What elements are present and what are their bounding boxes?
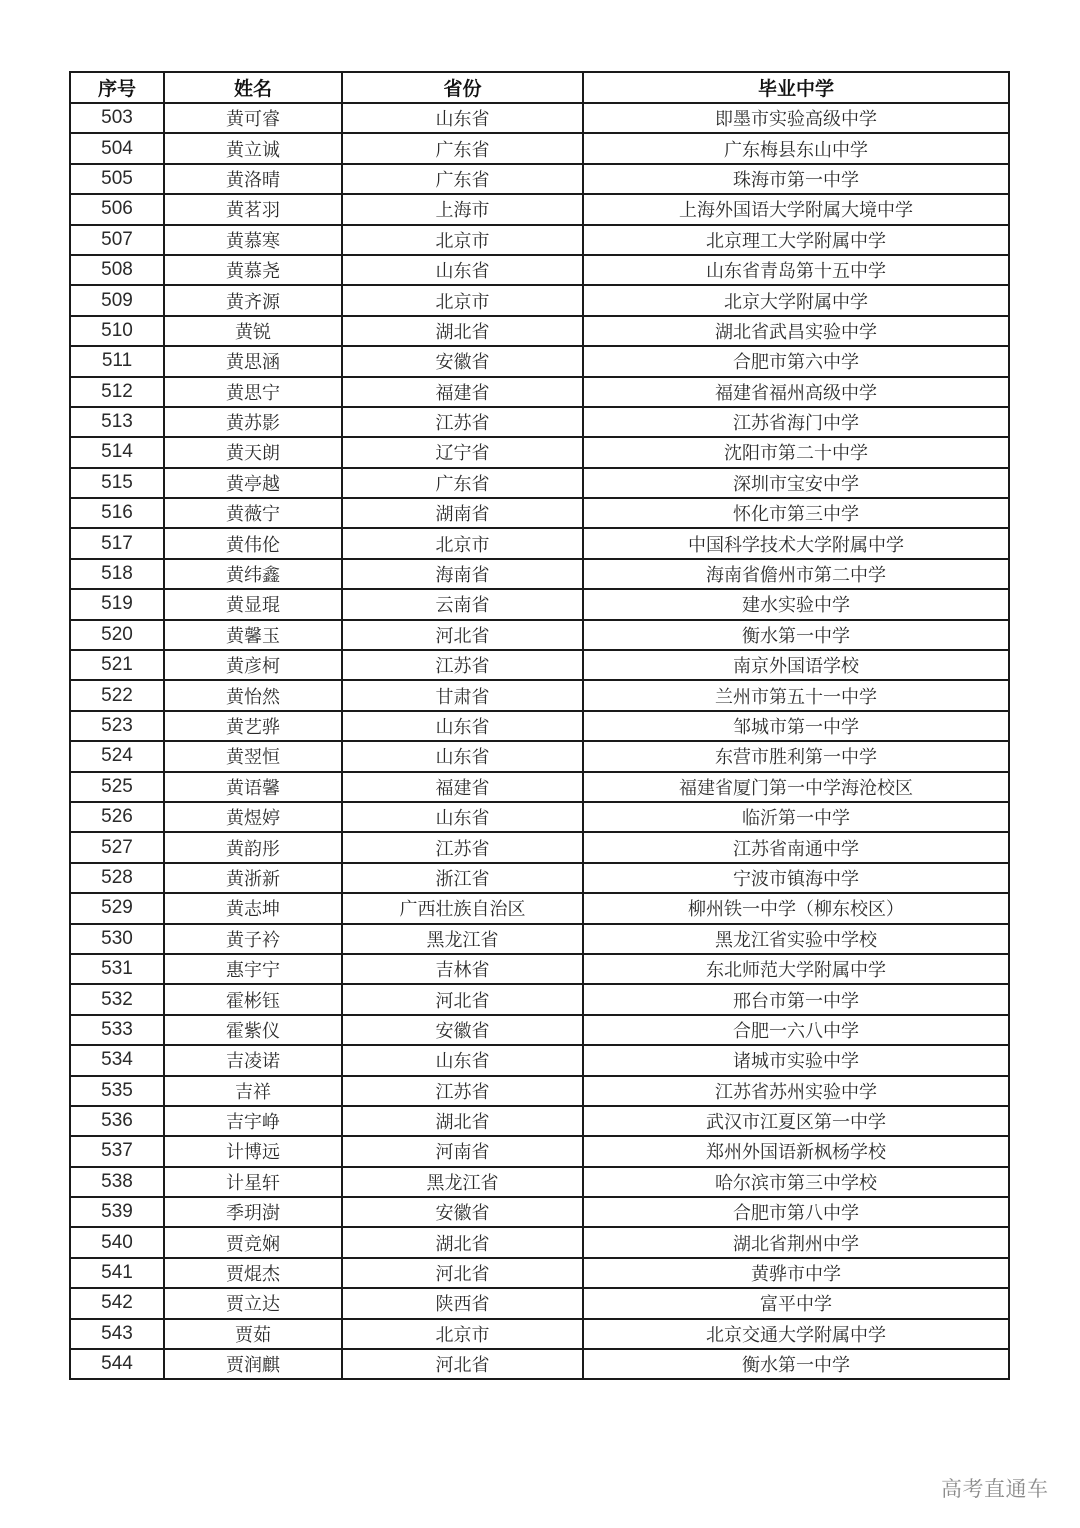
cell-school: 江苏省南通中学 bbox=[583, 832, 1009, 862]
table-row bbox=[70, 1045, 1009, 1075]
cell-school: 中国科学技术大学附属中学 bbox=[583, 528, 1009, 558]
cell-province: 黑龙江省 bbox=[342, 1167, 583, 1197]
cell-school: 武汉市江夏区第一中学 bbox=[583, 1106, 1009, 1136]
cell-school: 福建省福州高级中学 bbox=[583, 377, 1009, 407]
cell-school: 哈尔滨市第三中学校 bbox=[583, 1167, 1009, 1197]
cell-name: 黄显琨 bbox=[164, 589, 342, 619]
cell-index: 512 bbox=[70, 377, 164, 407]
cell-name: 黄慕寒 bbox=[164, 225, 342, 255]
cell-name: 黄语馨 bbox=[164, 772, 342, 802]
table-row bbox=[70, 1076, 1009, 1106]
cell-province: 辽宁省 bbox=[342, 437, 583, 467]
table-row bbox=[70, 1167, 1009, 1197]
table-row bbox=[70, 1197, 1009, 1227]
cell-index: 522 bbox=[70, 680, 164, 710]
cell-index: 527 bbox=[70, 832, 164, 862]
cell-name: 黄浙新 bbox=[164, 863, 342, 893]
cell-name: 计星轩 bbox=[164, 1167, 342, 1197]
cell-province: 上海市 bbox=[342, 194, 583, 224]
cell-name: 吉凌诺 bbox=[164, 1045, 342, 1075]
cell-name: 黄韵彤 bbox=[164, 832, 342, 862]
cell-province: 河南省 bbox=[342, 1136, 583, 1166]
table-row bbox=[70, 1227, 1009, 1257]
cell-name: 黄茗羽 bbox=[164, 194, 342, 224]
cell-province: 山东省 bbox=[342, 1045, 583, 1075]
cell-index: 507 bbox=[70, 225, 164, 255]
cell-province: 江苏省 bbox=[342, 650, 583, 680]
cell-name: 贾润麒 bbox=[164, 1349, 342, 1379]
cell-index: 541 bbox=[70, 1258, 164, 1288]
cell-name: 黄思宁 bbox=[164, 377, 342, 407]
cell-school: 临沂第一中学 bbox=[583, 802, 1009, 832]
cell-index: 509 bbox=[70, 285, 164, 315]
cell-index: 539 bbox=[70, 1197, 164, 1227]
table-row bbox=[70, 346, 1009, 376]
cell-name: 黄天朗 bbox=[164, 437, 342, 467]
cell-school: 湖北省武昌实验中学 bbox=[583, 316, 1009, 346]
cell-school: 柳州铁一中学（柳东校区） bbox=[583, 893, 1009, 923]
header-school: 毕业中学 bbox=[583, 72, 1009, 103]
table-row bbox=[70, 316, 1009, 346]
table-row bbox=[70, 954, 1009, 984]
cell-index: 520 bbox=[70, 620, 164, 650]
cell-school: 湖北省荆州中学 bbox=[583, 1227, 1009, 1257]
cell-school: 怀化市第三中学 bbox=[583, 498, 1009, 528]
table-row bbox=[70, 1288, 1009, 1318]
table-row bbox=[70, 164, 1009, 194]
cell-index: 533 bbox=[70, 1015, 164, 1045]
cell-name: 计博远 bbox=[164, 1136, 342, 1166]
table-row bbox=[70, 407, 1009, 437]
cell-school: 广东梅县东山中学 bbox=[583, 133, 1009, 163]
table-row bbox=[70, 194, 1009, 224]
cell-index: 525 bbox=[70, 772, 164, 802]
table-row bbox=[70, 498, 1009, 528]
cell-name: 贾茹 bbox=[164, 1319, 342, 1349]
cell-school: 珠海市第一中学 bbox=[583, 164, 1009, 194]
cell-index: 540 bbox=[70, 1227, 164, 1257]
cell-province: 福建省 bbox=[342, 377, 583, 407]
cell-index: 530 bbox=[70, 924, 164, 954]
cell-school: 合肥一六八中学 bbox=[583, 1015, 1009, 1045]
table-row bbox=[70, 589, 1009, 619]
cell-province: 安徽省 bbox=[342, 1197, 583, 1227]
cell-province: 河北省 bbox=[342, 620, 583, 650]
cell-school: 北京大学附属中学 bbox=[583, 285, 1009, 315]
cell-province: 浙江省 bbox=[342, 863, 583, 893]
table-row bbox=[70, 924, 1009, 954]
cell-school: 黑龙江省实验中学校 bbox=[583, 924, 1009, 954]
cell-school: 沈阳市第二十中学 bbox=[583, 437, 1009, 467]
header-province: 省份 bbox=[342, 72, 583, 103]
cell-name: 黄立诚 bbox=[164, 133, 342, 163]
cell-index: 519 bbox=[70, 589, 164, 619]
table-row bbox=[70, 984, 1009, 1014]
cell-index: 506 bbox=[70, 194, 164, 224]
cell-name: 贾竞娴 bbox=[164, 1227, 342, 1257]
cell-index: 504 bbox=[70, 133, 164, 163]
cell-name: 黄煜婷 bbox=[164, 802, 342, 832]
table-row bbox=[70, 285, 1009, 315]
cell-province: 山东省 bbox=[342, 741, 583, 771]
cell-school: 兰州市第五十一中学 bbox=[583, 680, 1009, 710]
cell-province: 安徽省 bbox=[342, 1015, 583, 1045]
cell-school: 诸城市实验中学 bbox=[583, 1045, 1009, 1075]
cell-school: 建水实验中学 bbox=[583, 589, 1009, 619]
cell-school: 邹城市第一中学 bbox=[583, 711, 1009, 741]
cell-school: 山东省青岛第十五中学 bbox=[583, 255, 1009, 285]
cell-province: 山东省 bbox=[342, 255, 583, 285]
cell-name: 黄志坤 bbox=[164, 893, 342, 923]
cell-name: 黄亭越 bbox=[164, 468, 342, 498]
cell-province: 湖北省 bbox=[342, 1106, 583, 1136]
cell-school: 合肥市第八中学 bbox=[583, 1197, 1009, 1227]
table-header bbox=[70, 72, 1009, 103]
cell-index: 542 bbox=[70, 1288, 164, 1318]
cell-province: 安徽省 bbox=[342, 346, 583, 376]
cell-province: 广东省 bbox=[342, 133, 583, 163]
cell-province: 河北省 bbox=[342, 1258, 583, 1288]
table-row bbox=[70, 802, 1009, 832]
cell-name: 黄翌恒 bbox=[164, 741, 342, 771]
cell-index: 518 bbox=[70, 559, 164, 589]
table-row bbox=[70, 559, 1009, 589]
table-row bbox=[70, 863, 1009, 893]
table-row bbox=[70, 1349, 1009, 1379]
cell-name: 黄馨玉 bbox=[164, 620, 342, 650]
cell-province: 广西壮族自治区 bbox=[342, 893, 583, 923]
cell-province: 福建省 bbox=[342, 772, 583, 802]
header-index: 序号 bbox=[70, 72, 164, 103]
cell-province: 山东省 bbox=[342, 711, 583, 741]
cell-province: 北京市 bbox=[342, 1319, 583, 1349]
cell-name: 黄苏影 bbox=[164, 407, 342, 437]
cell-school: 深圳市宝安中学 bbox=[583, 468, 1009, 498]
cell-school: 衡水第一中学 bbox=[583, 1349, 1009, 1379]
cell-province: 山东省 bbox=[342, 103, 583, 133]
cell-name: 惠宇宁 bbox=[164, 954, 342, 984]
cell-index: 526 bbox=[70, 802, 164, 832]
table-row bbox=[70, 1319, 1009, 1349]
cell-index: 528 bbox=[70, 863, 164, 893]
table-row bbox=[70, 832, 1009, 862]
table-row bbox=[70, 437, 1009, 467]
cell-school: 北京交通大学附属中学 bbox=[583, 1319, 1009, 1349]
cell-school: 合肥市第六中学 bbox=[583, 346, 1009, 376]
cell-index: 537 bbox=[70, 1136, 164, 1166]
cell-province: 山东省 bbox=[342, 802, 583, 832]
cell-name: 季玥澍 bbox=[164, 1197, 342, 1227]
cell-name: 黄锐 bbox=[164, 316, 342, 346]
table-row bbox=[70, 1106, 1009, 1136]
cell-index: 503 bbox=[70, 103, 164, 133]
cell-name: 黄伟伦 bbox=[164, 528, 342, 558]
cell-school: 富平中学 bbox=[583, 1288, 1009, 1318]
cell-school: 郑州外国语新枫杨学校 bbox=[583, 1136, 1009, 1166]
cell-index: 543 bbox=[70, 1319, 164, 1349]
cell-name: 贾焜杰 bbox=[164, 1258, 342, 1288]
cell-name: 吉祥 bbox=[164, 1076, 342, 1106]
cell-name: 黄思涵 bbox=[164, 346, 342, 376]
cell-index: 531 bbox=[70, 954, 164, 984]
table-row bbox=[70, 255, 1009, 285]
cell-province: 甘肃省 bbox=[342, 680, 583, 710]
cell-name: 黄怡然 bbox=[164, 680, 342, 710]
table-row bbox=[70, 741, 1009, 771]
table-row bbox=[70, 1015, 1009, 1045]
table-row bbox=[70, 711, 1009, 741]
cell-province: 云南省 bbox=[342, 589, 583, 619]
cell-name: 黄纬鑫 bbox=[164, 559, 342, 589]
cell-school: 邢台市第一中学 bbox=[583, 984, 1009, 1014]
cell-index: 536 bbox=[70, 1106, 164, 1136]
cell-province: 吉林省 bbox=[342, 954, 583, 984]
cell-school: 南京外国语学校 bbox=[583, 650, 1009, 680]
cell-index: 521 bbox=[70, 650, 164, 680]
cell-index: 515 bbox=[70, 468, 164, 498]
cell-index: 523 bbox=[70, 711, 164, 741]
cell-name: 黄艺骅 bbox=[164, 711, 342, 741]
cell-index: 524 bbox=[70, 741, 164, 771]
cell-name: 吉宇峥 bbox=[164, 1106, 342, 1136]
cell-province: 河北省 bbox=[342, 984, 583, 1014]
cell-school: 衡水第一中学 bbox=[583, 620, 1009, 650]
cell-index: 508 bbox=[70, 255, 164, 285]
roster-table-container bbox=[69, 71, 1008, 1380]
cell-province: 黑龙江省 bbox=[342, 924, 583, 954]
cell-index: 511 bbox=[70, 346, 164, 376]
cell-province: 北京市 bbox=[342, 225, 583, 255]
cell-school: 东营市胜利第一中学 bbox=[583, 741, 1009, 771]
cell-school: 上海外国语大学附属大境中学 bbox=[583, 194, 1009, 224]
cell-index: 510 bbox=[70, 316, 164, 346]
table-body bbox=[70, 103, 1009, 1379]
cell-name: 黄可睿 bbox=[164, 103, 342, 133]
cell-school: 海南省儋州市第二中学 bbox=[583, 559, 1009, 589]
table-row bbox=[70, 620, 1009, 650]
cell-index: 535 bbox=[70, 1076, 164, 1106]
cell-province: 广东省 bbox=[342, 164, 583, 194]
cell-index: 534 bbox=[70, 1045, 164, 1075]
cell-province: 湖南省 bbox=[342, 498, 583, 528]
cell-index: 513 bbox=[70, 407, 164, 437]
cell-province: 江苏省 bbox=[342, 407, 583, 437]
roster-table bbox=[69, 71, 1010, 1380]
cell-province: 陕西省 bbox=[342, 1288, 583, 1318]
cell-index: 532 bbox=[70, 984, 164, 1014]
cell-province: 江苏省 bbox=[342, 1076, 583, 1106]
table-row bbox=[70, 1258, 1009, 1288]
cell-school: 福建省厦门第一中学海沧校区 bbox=[583, 772, 1009, 802]
table-row bbox=[70, 528, 1009, 558]
header-name: 姓名 bbox=[164, 72, 342, 103]
cell-school: 江苏省海门中学 bbox=[583, 407, 1009, 437]
cell-index: 517 bbox=[70, 528, 164, 558]
cell-province: 北京市 bbox=[342, 528, 583, 558]
table-row bbox=[70, 893, 1009, 923]
cell-school: 东北师范大学附属中学 bbox=[583, 954, 1009, 984]
table-row bbox=[70, 377, 1009, 407]
cell-name: 黄慕尧 bbox=[164, 255, 342, 285]
cell-name: 霍彬钰 bbox=[164, 984, 342, 1014]
cell-name: 黄洛晴 bbox=[164, 164, 342, 194]
cell-school: 即墨市实验高级中学 bbox=[583, 103, 1009, 133]
table-row bbox=[70, 650, 1009, 680]
cell-name: 黄彦柯 bbox=[164, 650, 342, 680]
cell-province: 江苏省 bbox=[342, 832, 583, 862]
cell-name: 黄子衿 bbox=[164, 924, 342, 954]
cell-name: 霍紫仪 bbox=[164, 1015, 342, 1045]
table-row bbox=[70, 1136, 1009, 1166]
table-row bbox=[70, 468, 1009, 498]
cell-school: 黄骅市中学 bbox=[583, 1258, 1009, 1288]
cell-index: 514 bbox=[70, 437, 164, 467]
cell-index: 505 bbox=[70, 164, 164, 194]
cell-index: 538 bbox=[70, 1167, 164, 1197]
cell-index: 529 bbox=[70, 893, 164, 923]
table-row bbox=[70, 103, 1009, 133]
cell-index: 544 bbox=[70, 1349, 164, 1379]
cell-province: 广东省 bbox=[342, 468, 583, 498]
cell-school: 北京理工大学附属中学 bbox=[583, 225, 1009, 255]
table-row bbox=[70, 133, 1009, 163]
cell-school: 宁波市镇海中学 bbox=[583, 863, 1009, 893]
header-row bbox=[70, 72, 1009, 103]
cell-name: 贾立达 bbox=[164, 1288, 342, 1318]
cell-index: 516 bbox=[70, 498, 164, 528]
cell-province: 海南省 bbox=[342, 559, 583, 589]
cell-province: 北京市 bbox=[342, 285, 583, 315]
cell-province: 湖北省 bbox=[342, 1227, 583, 1257]
cell-province: 河北省 bbox=[342, 1349, 583, 1379]
table-row bbox=[70, 680, 1009, 710]
watermark-text: 高考直通车 bbox=[941, 1477, 1049, 1501]
cell-name: 黄齐源 bbox=[164, 285, 342, 315]
cell-province: 湖北省 bbox=[342, 316, 583, 346]
cell-name: 黄薇宁 bbox=[164, 498, 342, 528]
table-row bbox=[70, 225, 1009, 255]
table-row bbox=[70, 772, 1009, 802]
cell-school: 江苏省苏州实验中学 bbox=[583, 1076, 1009, 1106]
